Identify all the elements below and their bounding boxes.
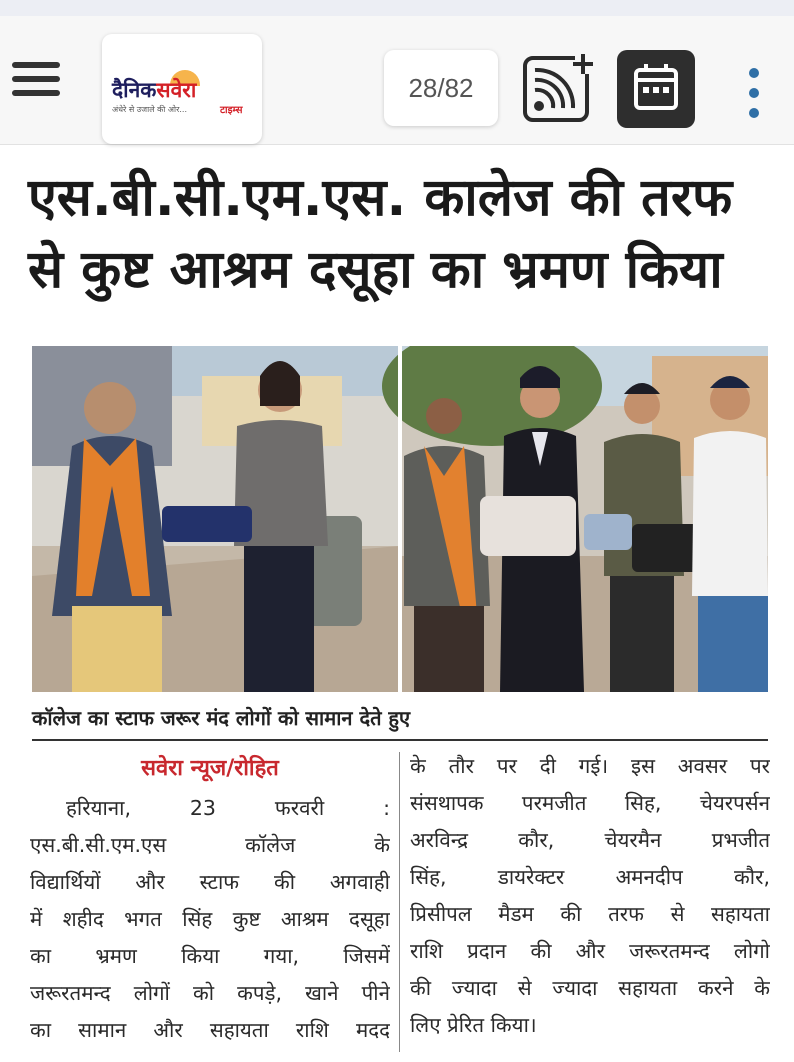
body-line: जरूरतमन्द लोगों को कपड़े, खाने पीने xyxy=(30,981,390,1005)
logo-tagline: अंधेरे से उजाले की ओर... xyxy=(112,105,188,114)
rss-feed-add-icon[interactable] xyxy=(523,52,593,122)
body-line: के तौर पर दी गई। इस अवसर पर xyxy=(410,754,770,778)
body-line: का भ्रमण किया गया, जिसमें xyxy=(30,944,390,968)
status-bar xyxy=(0,0,794,16)
headline-line: एस.बी.सी.एम.एस. कालेज की तरफ xyxy=(28,168,733,228)
logo-name-part1: दैनिक xyxy=(112,78,157,102)
article-column-left xyxy=(30,748,390,1049)
logo-suffix: टाइम्स xyxy=(220,105,243,116)
calendar-icon[interactable] xyxy=(617,50,695,128)
body-line: संसथापक परमजीत सिह, चेयरपर्सन xyxy=(410,791,770,815)
logo-name-part2: सवेरा xyxy=(156,78,197,102)
byline: सवेरा न्यूज/रोहित xyxy=(141,756,279,781)
body-line: विद्यार्थियों और स्टाफ की अगवाही xyxy=(30,870,390,894)
body-line: सिंह, डायरेक्टर अमनदीप कौर, xyxy=(410,865,770,889)
article-photo xyxy=(32,346,768,692)
body-line: प्रिसीपल मैडम की तरफ से सहायता xyxy=(410,902,770,926)
page-counter[interactable] xyxy=(384,50,498,126)
body-line: एस.बी.सी.एम.एस कॉलेज के xyxy=(30,833,390,857)
column-divider xyxy=(399,752,400,1052)
newspaper-logo[interactable] xyxy=(102,34,262,144)
headline-line: से कुष्ट आश्रम दसूहा का भ्रमण किया xyxy=(28,240,723,300)
article-column-right xyxy=(410,748,770,1044)
body-line: अरविन्द्र कौर, चेयरमैन प्रभजीत xyxy=(410,828,770,852)
body-line: की ज्यादा से ज्यादा सहायता करने के xyxy=(410,976,770,1000)
hamburger-menu-icon[interactable] xyxy=(12,62,60,102)
body-line: में शहीद भगत सिंह कुष्ट आश्रम दसूहा xyxy=(30,907,390,931)
more-vertical-icon[interactable] xyxy=(744,68,764,128)
page-counter-text: 28/82 xyxy=(408,72,474,103)
body-line: का सामान और सहायता राशि मदद xyxy=(30,1018,390,1042)
photo-illustration xyxy=(32,346,768,692)
article-headline xyxy=(28,162,778,306)
body-line: राशि प्रदान की और जरूरतमन्द लोगो xyxy=(410,939,770,963)
body-line: लिए प्रेरित किया। xyxy=(410,1013,537,1037)
body-line: हरियाना, 23 फरवरी : xyxy=(66,796,390,820)
photo-caption: कॉलेज का स्टाफ जरूर मंद लोगों को सामान देते हुए xyxy=(32,704,768,741)
app-toolbar xyxy=(0,16,794,145)
logo-wordmark xyxy=(112,76,196,104)
